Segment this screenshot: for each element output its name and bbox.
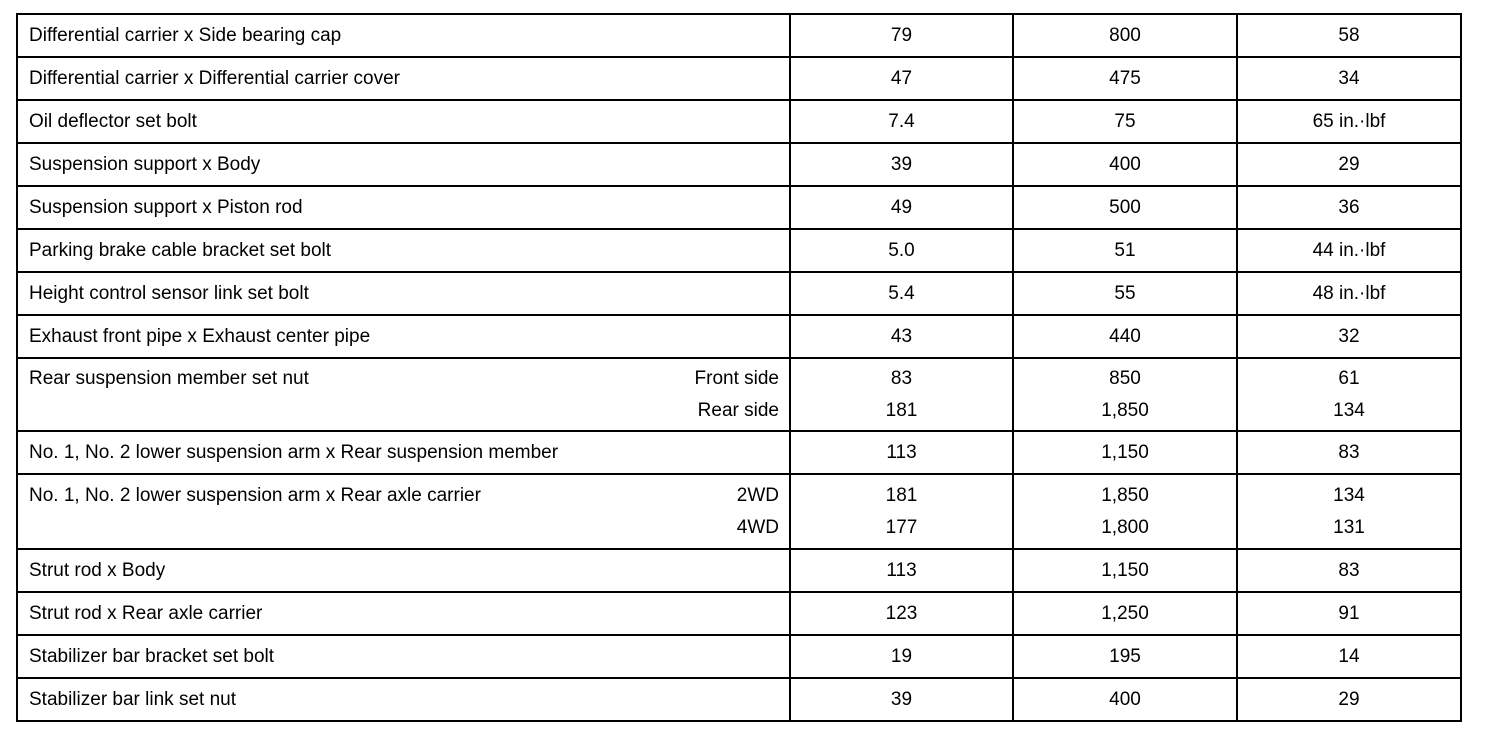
kgf-cm-value: 195 <box>1109 645 1141 667</box>
nm-value: 181 <box>885 399 918 421</box>
ft-lbf-value: 14 <box>1338 645 1360 667</box>
part-cell <box>17 549 790 592</box>
part-cell <box>17 635 790 678</box>
table-row <box>17 431 1461 474</box>
ft-lbf-cell <box>1237 474 1461 549</box>
nm-value: 177 <box>885 516 918 538</box>
part-cell <box>17 14 790 57</box>
nm-value: 43 <box>890 325 913 347</box>
part-name: Differential carrier x Differential carrier cover <box>29 67 400 89</box>
part-cell <box>17 186 790 229</box>
part-name: Suspension support x Body <box>29 153 261 175</box>
table-row <box>17 315 1461 358</box>
nm-cell <box>790 57 1013 100</box>
nm-value: 181 <box>885 484 918 506</box>
kgf-cm-cell <box>1013 229 1237 272</box>
kgf-cm-value: 1,150 <box>1101 441 1149 463</box>
table-row <box>17 358 1461 431</box>
part-cell <box>17 315 790 358</box>
part-name: Exhaust front pipe x Exhaust center pipe <box>29 325 371 347</box>
table-row <box>17 57 1461 100</box>
part-name: Parking brake cable bracket set bolt <box>29 239 332 261</box>
part-cell <box>17 143 790 186</box>
table-row <box>17 474 1461 549</box>
kgf-cm-cell <box>1013 315 1237 358</box>
kgf-cm-cell <box>1013 592 1237 635</box>
nm-value: 83 <box>890 367 913 389</box>
nm-cell <box>790 592 1013 635</box>
nm-cell <box>790 635 1013 678</box>
kgf-cm-value: 475 <box>1109 67 1141 89</box>
kgf-cm-value: 1,800 <box>1101 516 1149 538</box>
part-name: Stabilizer bar link set nut <box>29 688 236 710</box>
part-line <box>29 480 789 512</box>
nm-cell <box>790 474 1013 549</box>
ft-lbf-cell <box>1237 14 1461 57</box>
ft-lbf-value: 83 <box>1338 441 1360 463</box>
ft-lbf-cell <box>1237 678 1461 721</box>
ft-lbf-value: 65 in.·lbf <box>1312 110 1386 132</box>
kgf-cm-value: 800 <box>1109 24 1141 46</box>
ft-lbf-cell <box>1237 186 1461 229</box>
ft-lbf-value: 134 <box>1333 484 1365 506</box>
nm-cell <box>790 358 1013 431</box>
part-cell <box>17 229 790 272</box>
table-row <box>17 635 1461 678</box>
ft-lbf-cell <box>1237 229 1461 272</box>
ft-lbf-value: 29 <box>1338 153 1360 175</box>
kgf-cm-cell <box>1013 143 1237 186</box>
kgf-cm-cell <box>1013 549 1237 592</box>
kgf-cm-cell <box>1013 635 1237 678</box>
nm-cell <box>790 14 1013 57</box>
kgf-cm-value: 1,850 <box>1101 484 1149 506</box>
nm-cell <box>790 272 1013 315</box>
nm-value: 5.0 <box>888 239 915 261</box>
kgf-cm-cell <box>1013 678 1237 721</box>
part-name: Strut rod x Body <box>29 559 166 581</box>
part-cell <box>17 592 790 635</box>
nm-value: 123 <box>885 602 918 624</box>
kgf-cm-value: 440 <box>1109 325 1141 347</box>
ft-lbf-cell <box>1237 592 1461 635</box>
part-cell <box>17 431 790 474</box>
part-line <box>29 363 789 395</box>
part-cell <box>17 100 790 143</box>
kgf-cm-value: 55 <box>1114 282 1136 304</box>
kgf-cm-value: 1,250 <box>1101 602 1149 624</box>
kgf-cm-value: 400 <box>1109 153 1141 175</box>
part-cell <box>17 474 790 549</box>
ft-lbf-value: 83 <box>1338 559 1360 581</box>
nm-cell <box>790 549 1013 592</box>
part-name: Strut rod x Rear axle carrier <box>29 602 263 624</box>
nm-value: 39 <box>890 688 913 710</box>
part-sub-label: Front side <box>694 367 779 389</box>
part-cell <box>17 358 790 431</box>
ft-lbf-value: 32 <box>1338 325 1360 347</box>
ft-lbf-cell <box>1237 272 1461 315</box>
ft-lbf-value: 34 <box>1338 67 1360 89</box>
part-name: No. 1, No. 2 lower suspension arm x Rear axle carrier <box>29 484 481 506</box>
ft-lbf-value: 29 <box>1338 688 1360 710</box>
table-row <box>17 186 1461 229</box>
kgf-cm-value: 400 <box>1109 688 1141 710</box>
ft-lbf-cell <box>1237 315 1461 358</box>
table-row <box>17 14 1461 57</box>
nm-value: 49 <box>890 196 913 218</box>
part-name: Rear suspension member set nut <box>29 367 309 389</box>
kgf-cm-cell <box>1013 186 1237 229</box>
nm-value: 113 <box>886 441 917 463</box>
kgf-cm-value: 1,150 <box>1101 559 1149 581</box>
nm-value: 19 <box>890 645 913 667</box>
nm-cell <box>790 186 1013 229</box>
kgf-cm-cell <box>1013 272 1237 315</box>
table-row <box>17 592 1461 635</box>
kgf-cm-cell <box>1013 57 1237 100</box>
ft-lbf-cell <box>1237 143 1461 186</box>
nm-value: 7.4 <box>888 110 915 132</box>
ft-lbf-value: 131 <box>1333 516 1365 538</box>
ft-lbf-value: 61 <box>1338 367 1360 389</box>
nm-value: 5.4 <box>888 282 915 304</box>
part-cell <box>17 678 790 721</box>
ft-lbf-cell <box>1237 100 1461 143</box>
ft-lbf-cell <box>1237 549 1461 592</box>
ft-lbf-cell <box>1237 358 1461 431</box>
kgf-cm-cell <box>1013 474 1237 549</box>
nm-value: 113 <box>886 559 917 581</box>
part-sub-label: 2WD <box>736 484 779 506</box>
torque-spec-table <box>16 13 1462 722</box>
part-name: Differential carrier x Side bearing cap <box>29 24 342 46</box>
table-row <box>17 678 1461 721</box>
ft-lbf-cell <box>1237 57 1461 100</box>
ft-lbf-value: 134 <box>1333 399 1365 421</box>
kgf-cm-value: 500 <box>1109 196 1141 218</box>
nm-value: 47 <box>890 67 913 89</box>
part-name: Height control sensor link set bolt <box>29 282 309 304</box>
part-name: No. 1, No. 2 lower suspension arm x Rear suspension member <box>29 441 559 463</box>
nm-cell <box>790 143 1013 186</box>
kgf-cm-cell <box>1013 431 1237 474</box>
kgf-cm-cell <box>1013 358 1237 431</box>
table-row <box>17 100 1461 143</box>
ft-lbf-value: 58 <box>1338 24 1360 46</box>
nm-cell <box>790 100 1013 143</box>
ft-lbf-cell <box>1237 635 1461 678</box>
kgf-cm-value: 75 <box>1114 110 1136 132</box>
kgf-cm-value: 1,850 <box>1101 399 1149 421</box>
part-name: Suspension support x Piston rod <box>29 196 303 218</box>
nm-value: 79 <box>890 24 913 46</box>
table-row <box>17 272 1461 315</box>
kgf-cm-cell <box>1013 100 1237 143</box>
part-name: Oil deflector set bolt <box>29 110 197 132</box>
nm-value: 39 <box>890 153 913 175</box>
nm-cell <box>790 431 1013 474</box>
part-name: Stabilizer bar bracket set bolt <box>29 645 275 667</box>
ft-lbf-value: 91 <box>1338 602 1360 624</box>
part-cell <box>17 272 790 315</box>
table-row <box>17 229 1461 272</box>
table-row <box>17 549 1461 592</box>
ft-lbf-value: 44 in.·lbf <box>1312 239 1386 261</box>
part-sub-label: Rear side <box>697 399 779 421</box>
nm-cell <box>790 315 1013 358</box>
ft-lbf-value: 48 in.·lbf <box>1312 282 1386 304</box>
nm-cell <box>790 678 1013 721</box>
ft-lbf-cell <box>1237 431 1461 474</box>
ft-lbf-value: 36 <box>1338 196 1360 218</box>
part-sub-label: 4WD <box>736 516 779 538</box>
kgf-cm-value: 51 <box>1114 239 1136 261</box>
nm-cell <box>790 229 1013 272</box>
part-cell <box>17 57 790 100</box>
kgf-cm-value: 850 <box>1109 367 1141 389</box>
kgf-cm-cell <box>1013 14 1237 57</box>
table-row <box>17 143 1461 186</box>
